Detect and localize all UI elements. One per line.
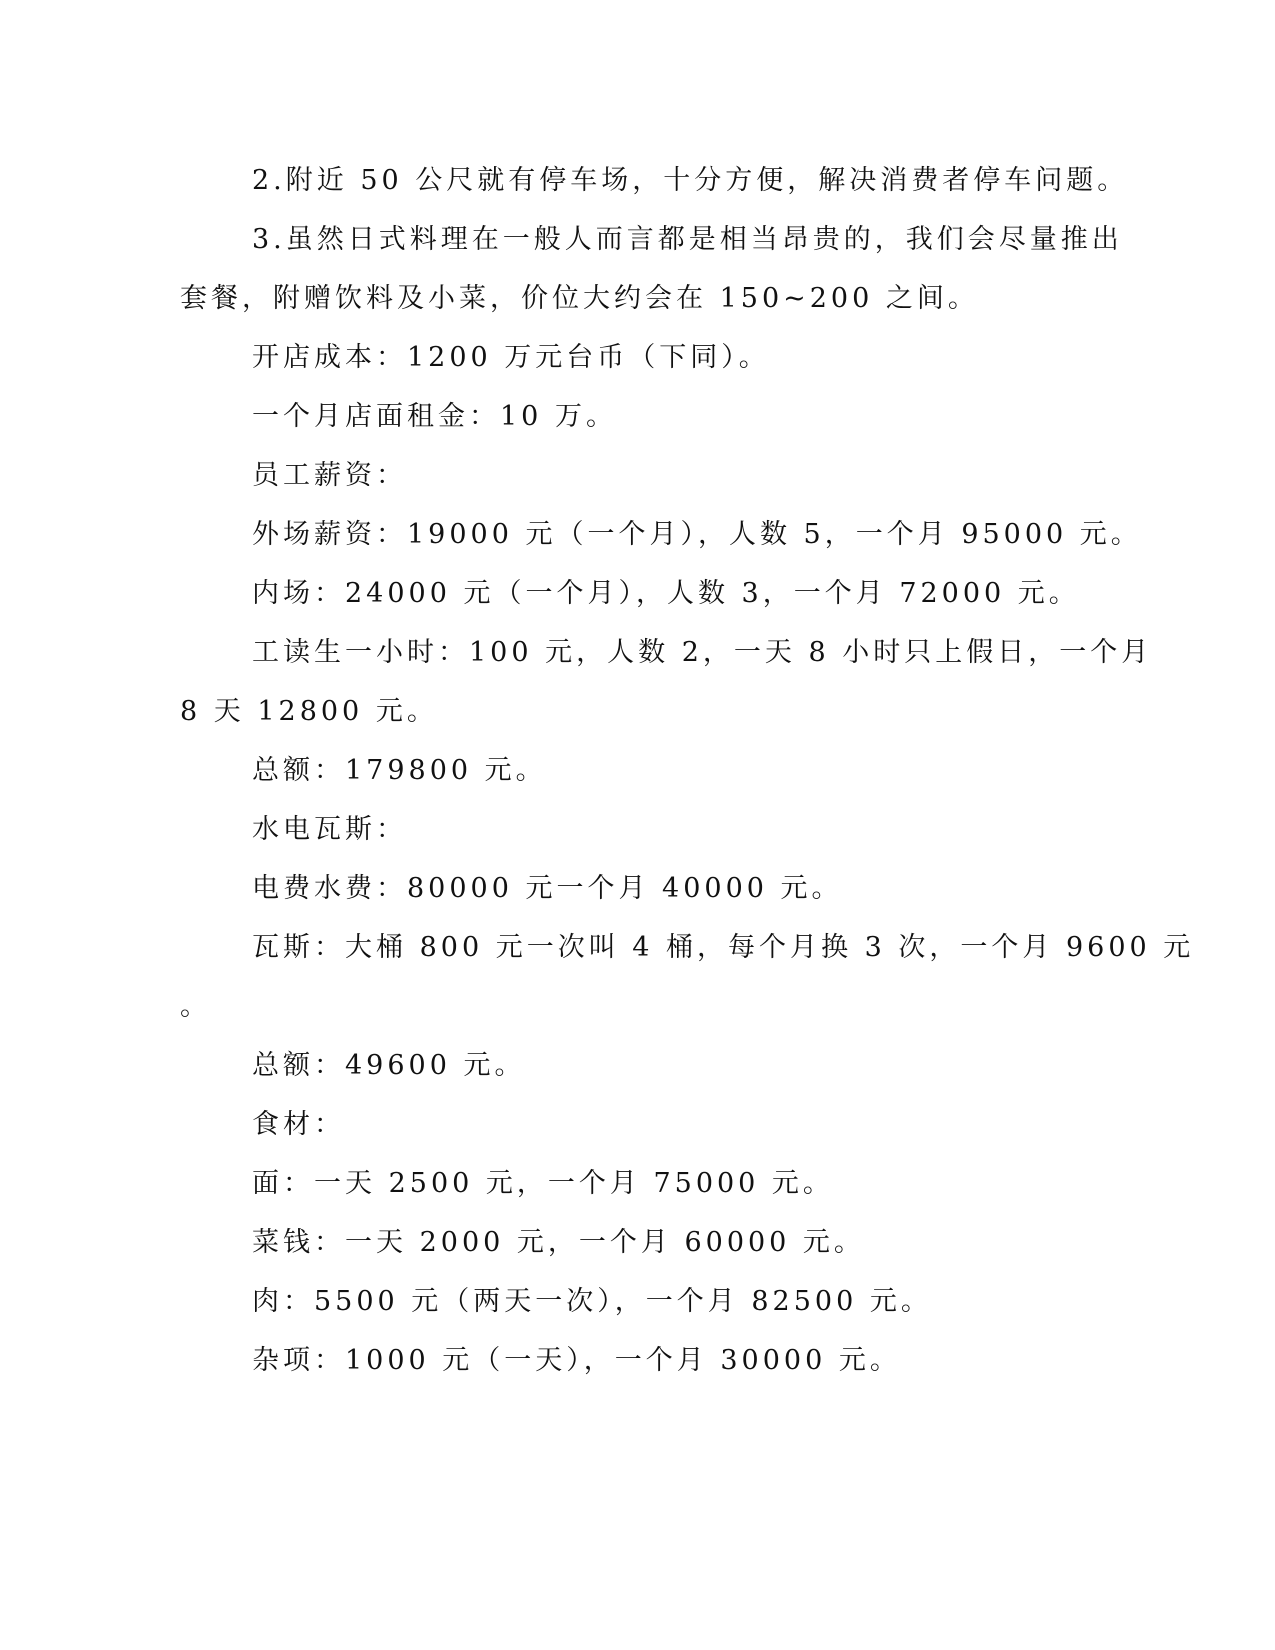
kitchen-salary: 内场：24000 元（一个月），人数 3，一个月 72000 元。 (252, 578, 1080, 609)
gas-cost-line1: 瓦斯：大桶 800 元一次叫 4 桶，每个月换 3 次，一个月 9600 元 (252, 932, 1195, 963)
gas-cost-line2: 。 (180, 991, 211, 1022)
paragraph-pricing-line1: 3.虽然日式料理在一般人而言都是相当昂贵的，我们会尽量推出 (252, 224, 1123, 255)
electricity-water-cost: 电费水费：80000 元一个月 40000 元。 (252, 873, 843, 904)
monthly-rent: 一个月店面租金：10 万。 (252, 401, 617, 432)
opening-cost: 开店成本：1200 万元台币（下同）。 (252, 342, 770, 373)
noodle-cost: 面：一天 2500 元，一个月 75000 元。 (252, 1168, 834, 1199)
paragraph-pricing-line2: 套餐，附赠饮料及小菜，价位大约会在 150~200 之间。 (180, 283, 979, 314)
part-time-salary-line2: 8 天 12800 元。 (180, 696, 438, 727)
utilities-total: 总额：49600 元。 (252, 1050, 526, 1081)
meat-cost: 肉：5500 元（两天一次），一个月 82500 元。 (252, 1286, 932, 1317)
vegetable-cost: 菜钱：一天 2000 元，一个月 60000 元。 (252, 1227, 865, 1258)
part-time-salary-line1: 工读生一小时：100 元，人数 2，一天 8 小时只上假日，一个月 (252, 637, 1153, 668)
paragraph-parking: 2.附近 50 公尺就有停车场，十分方便，解决消费者停车问题。 (252, 165, 1129, 196)
staff-salary-heading: 员工薪资： (252, 460, 407, 491)
salary-total: 总额：179800 元。 (252, 755, 547, 786)
ingredients-heading: 食材： (252, 1109, 345, 1140)
utilities-heading: 水电瓦斯： (252, 814, 407, 845)
outfield-salary: 外场薪资：19000 元（一个月），人数 5，一个月 95000 元。 (252, 519, 1142, 550)
miscellaneous-cost: 杂项：1000 元（一天），一个月 30000 元。 (252, 1345, 901, 1376)
